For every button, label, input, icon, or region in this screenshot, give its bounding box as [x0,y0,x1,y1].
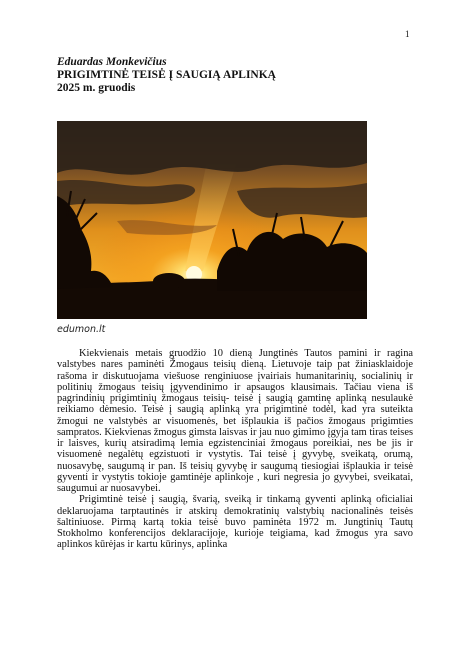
photo-caption: edumon.lt [57,324,106,335]
author-name: Eduardas Monkevičius [57,56,167,68]
article-body [57,348,413,551]
paragraph-2: Prigimtinė teisė į saugią, švarią, sveiką ir tinkamą gyventi aplinką oficialiai deklaruojama tarptautinės ir atskirų demokratinių valstybių nacionalinės teisės šaltiniuose. Pirmą kartą tokia teisė buvo paminėta 1972 m. Jungtinių Tautų Stokholmo konferencijos deklaracijoje, kurioje teigiama, kad žmogus yra savo aplinkos kūrėjas ir kartu kūrinys, aplinka [57,494,413,551]
page-number: 1 [405,29,410,39]
document-header [57,56,276,95]
document-date: 2025 m. gruodis [57,82,136,94]
sunset-photo [57,121,367,319]
paragraph-1: Kiekvienais metais gruodžio 10 dieną Jungtinės Tautos pamini ir ragina valstybes nares paminėti Žmogaus teisių dieną. Lietuvoje taip pat žiniasklaidoje rašoma ir diskutuojama viešuose renginiuose įvairiais humanitarinių, socialinių ir politinių žmogaus teisių įgyvendinimo ir apsaugos klausimais. Tačiau viena iš pagrindinių prigimtinių žmogaus teisių- teisė į saugią gamtinę aplinką nesulaukė reikiamo dėmesio. Teisė į saugią aplinką yra prigimtinė todėl, kad yra suteikta žmogui ne valstybės ar visuomenės, bet išplaukia iš pačios žmogaus prigimties sampratos. Kiekvienas žmogus gimsta laisvas ir jau nuo gimimo įgyja tam tiras teises ir laisves, kurių atsiradimą lemia egzistenciniai žmogaus poreikiai, nes be jis ir visuomenė negalėtų egzistuoti ir vystytis. Tai teisė į gyvybę, sveikatą, orumą, nuosavybę, saugumą ir pan. Iš teisių gyvybę ir saugumą tiesiogiai išplaukia ir teisė gyventi ir vystytis tokioje gamtinėje aplinkoje , kuri negresia jo gyvybei, sveikatai, saugumui ar nuosavybei. [57,348,413,494]
document-title: PRIGIMTINĖ TEISĖ Į SAUGIĄ APLINKĄ [57,69,276,81]
